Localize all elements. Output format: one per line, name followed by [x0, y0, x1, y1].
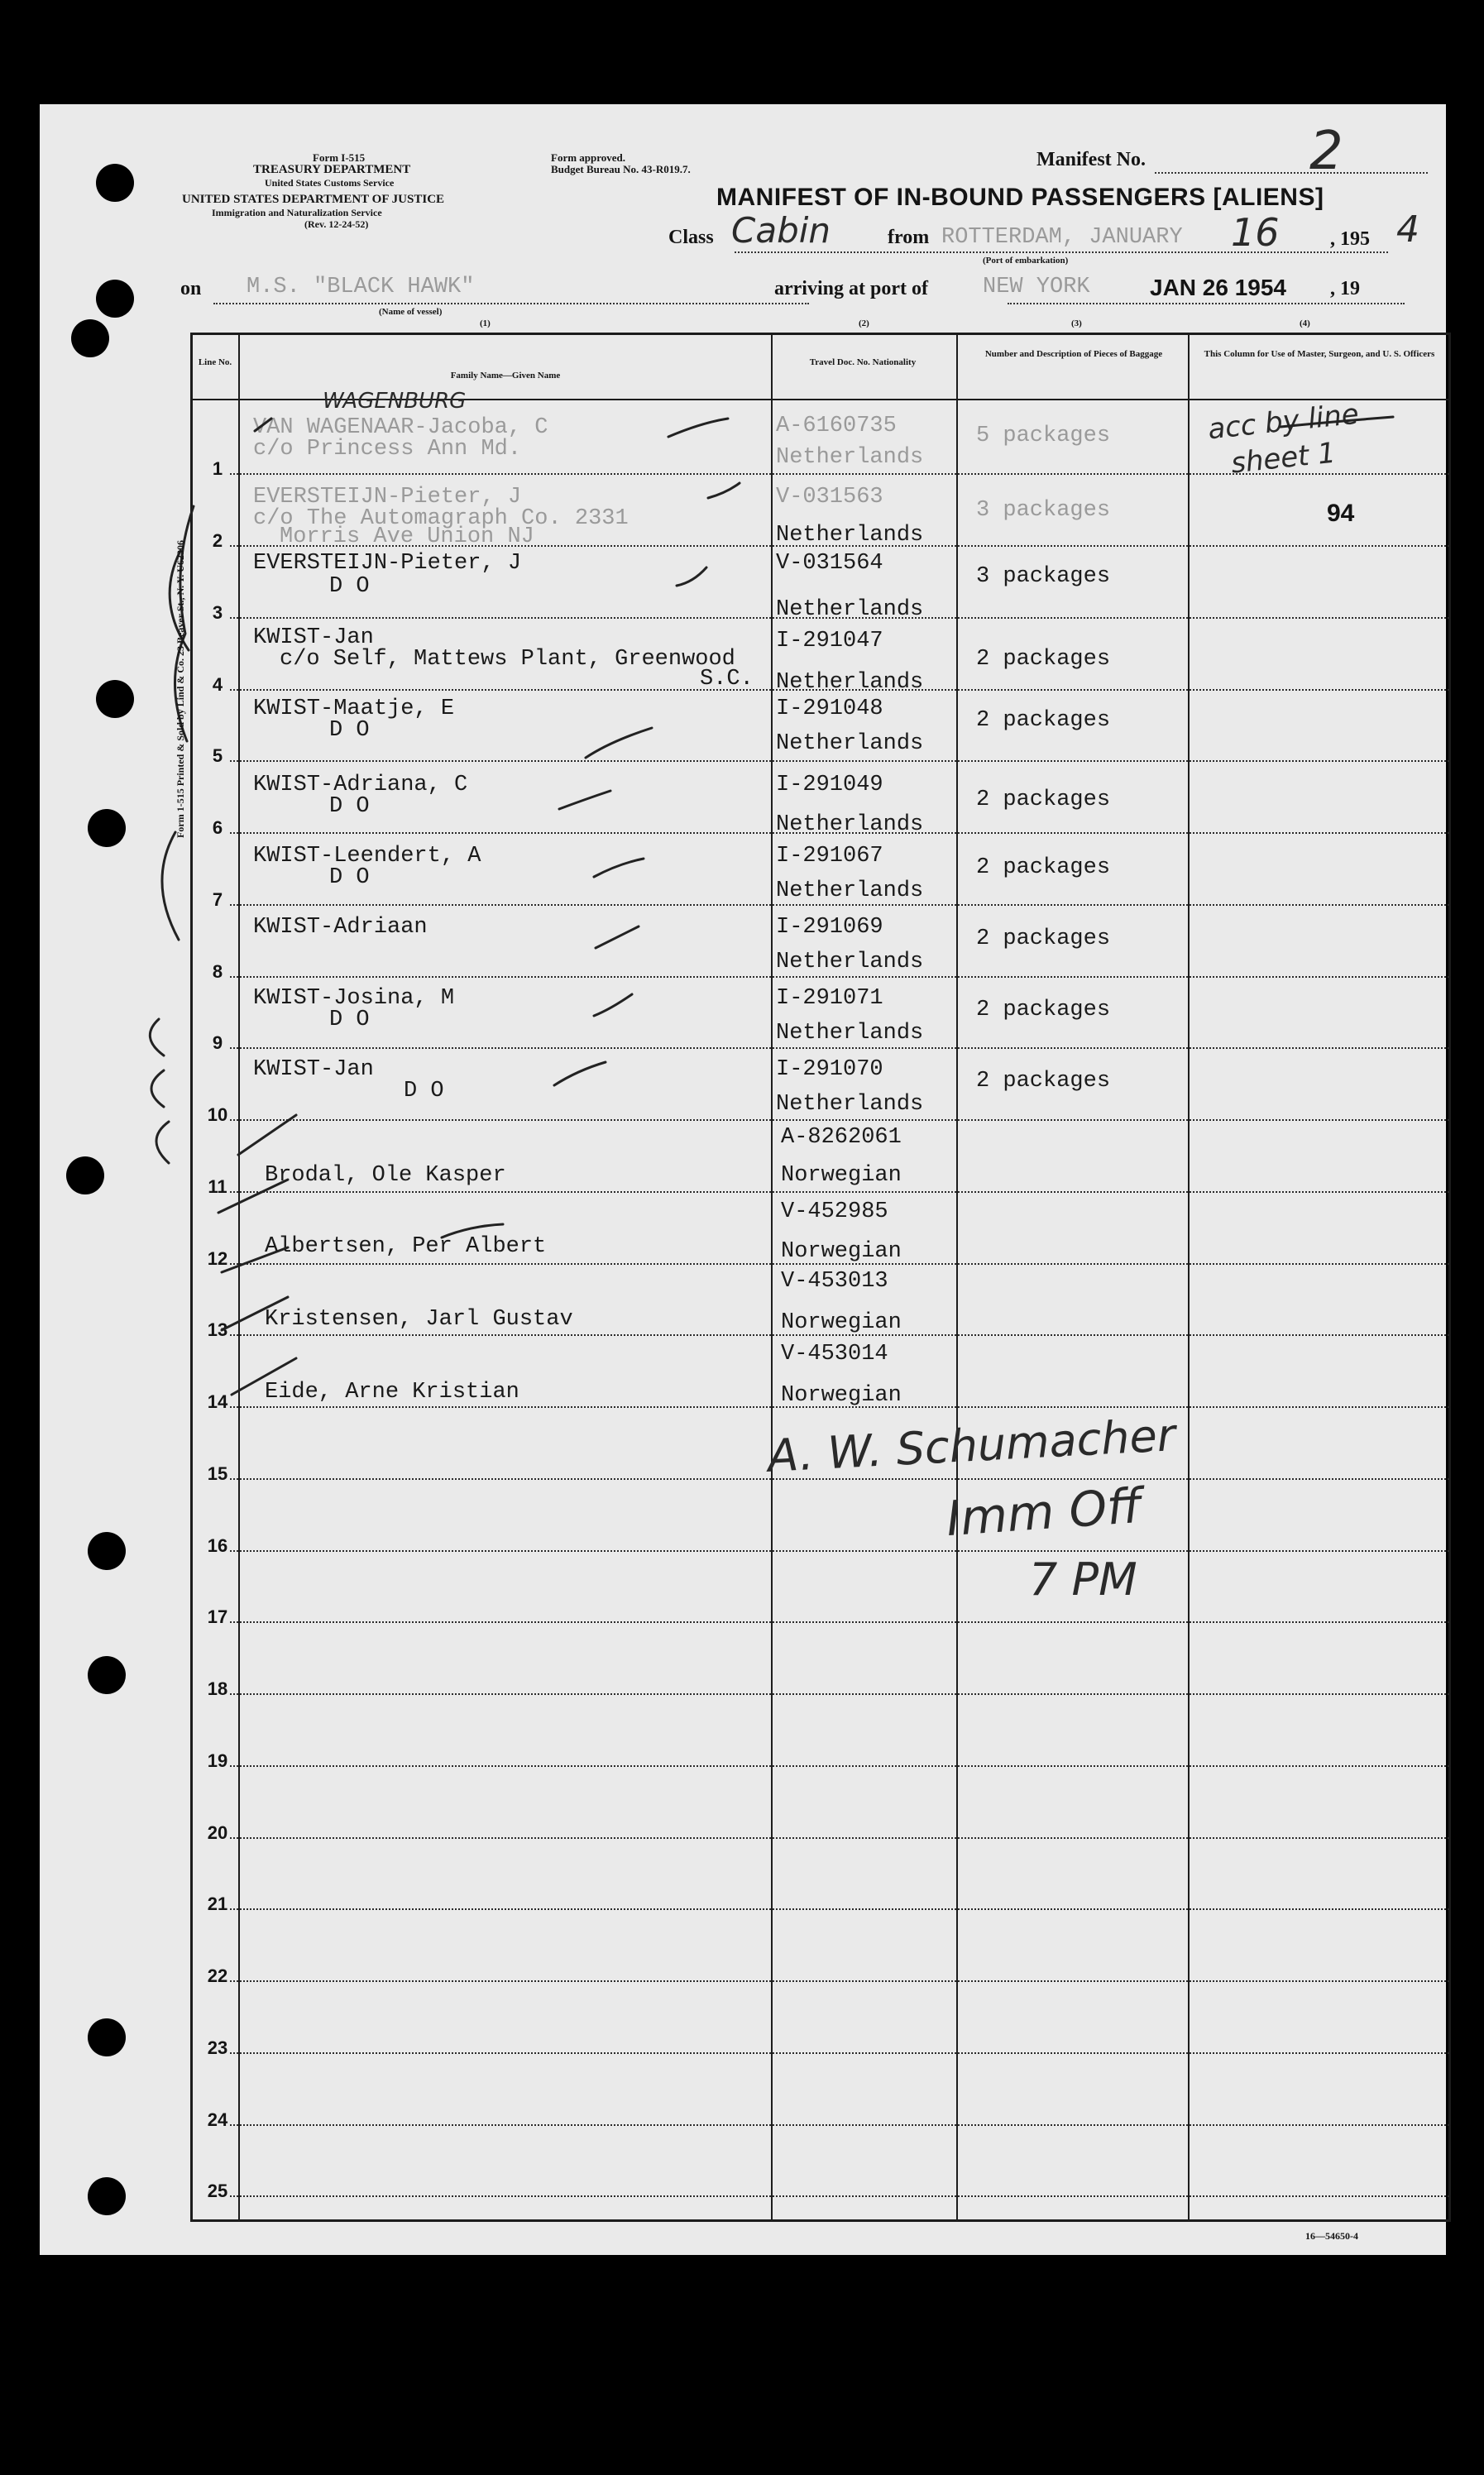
passenger-name: Brodal, Ole Kasper	[265, 1163, 506, 1188]
manifest-number: 2	[1309, 121, 1343, 182]
passenger-name: KWIST-Josina, M	[253, 986, 455, 1011]
nationality: Netherlands	[776, 731, 924, 756]
passenger-address: S.C.	[700, 667, 754, 692]
line-number: 9	[212, 1032, 223, 1053]
punch-hole	[88, 1532, 126, 1570]
budget-bureau: Budget Bureau No. 43-R019.7.	[551, 163, 691, 175]
baggage: 3 packages	[976, 564, 1111, 589]
passenger-name: KWIST-Adriaan	[253, 915, 428, 940]
line-number: 12	[207, 1248, 228, 1269]
line-number: 4	[212, 674, 223, 695]
passenger-address: c/o Self, Mattews Plant, Greenwood	[280, 647, 735, 672]
baggage: 2 packages	[976, 926, 1111, 951]
signature-time: 7 PM	[1029, 1553, 1137, 1606]
line-number: 24	[207, 2109, 228, 2130]
line-number: 1	[212, 458, 223, 479]
department-of-justice: UNITED STATES DEPARTMENT OF JUSTICE	[182, 193, 445, 206]
nationality: Norwegian	[781, 1310, 902, 1335]
passenger-name: KWIST-Maatje, E	[253, 697, 455, 721]
line-number: 16	[207, 1535, 228, 1556]
class-label: Class	[668, 227, 714, 248]
travel-doc: I-291048	[776, 697, 883, 721]
passenger-address: D O	[329, 794, 370, 819]
arriving-label: arriving at port of	[774, 278, 928, 299]
punch-hole	[88, 809, 126, 847]
year-label: , 195	[1330, 228, 1370, 250]
date-stamp: JAN 26 1954	[1150, 275, 1287, 300]
line-number: 14	[207, 1391, 228, 1412]
passenger-address: D O	[329, 865, 370, 890]
passenger-name: KWIST-Jan	[253, 1057, 374, 1082]
passenger-address: c/o Princess Ann Md.	[253, 437, 522, 462]
port-of-embarkation: ROTTERDAM, JANUARY	[941, 225, 1183, 250]
vessel-name: M.S. "BLACK HAWK"	[247, 275, 475, 299]
embark-note: (Port of embarkation)	[983, 256, 1069, 266]
ins-line: Immigration and Naturalization Service	[212, 207, 382, 218]
vessel-note: (Name of vessel)	[379, 307, 443, 317]
col-header-officers: This Column for Use of Master, Surgeon, and U. S. Officers	[1204, 349, 1435, 359]
punch-hole	[96, 280, 134, 318]
name-correction: WAGENBURG	[323, 389, 467, 414]
customs-service: United States Customs Service	[265, 177, 395, 189]
officer-signature: A. W. Schumacher	[766, 1409, 1177, 1482]
passenger-name: KWIST-Adriana, C	[253, 773, 468, 797]
punch-hole	[88, 2018, 126, 2056]
nationality: Netherlands	[776, 1021, 924, 1046]
travel-doc: V-452985	[781, 1199, 888, 1224]
col-num-3: (3)	[1071, 318, 1082, 328]
treasury-department: TREASURY DEPARTMENT	[253, 163, 411, 176]
travel-doc: V-031563	[776, 485, 883, 510]
form-approved: Form approved.	[551, 151, 626, 164]
embark-day: 16	[1231, 210, 1280, 255]
punch-hole	[96, 680, 134, 718]
nationality: Netherlands	[776, 812, 924, 837]
officer-note: acc by line	[1206, 397, 1361, 447]
nationality: Norwegian	[781, 1383, 902, 1408]
col-header-baggage: Number and Description of Pieces of Baggage	[984, 349, 1163, 359]
nationality: Netherlands	[776, 597, 924, 622]
line-number: 13	[207, 1319, 228, 1340]
passenger-address: D O	[329, 574, 370, 599]
col-num-1: (1)	[480, 318, 491, 328]
line-number: 25	[207, 2181, 228, 2201]
baggage: 2 packages	[976, 1069, 1111, 1094]
baggage: 2 packages	[976, 788, 1111, 812]
passenger-address: D O	[329, 718, 370, 743]
line-number: 10	[207, 1104, 228, 1125]
form-number: Form I-515	[313, 151, 366, 164]
passenger-count: 94	[1327, 500, 1355, 527]
line-number: 8	[212, 961, 223, 982]
nationality: Netherlands	[776, 445, 924, 470]
line-number: 22	[207, 1965, 228, 1986]
line-number: 21	[207, 1893, 228, 1914]
travel-doc: I-291047	[776, 629, 883, 653]
travel-doc: V-453013	[781, 1269, 888, 1294]
baggage: 3 packages	[976, 498, 1111, 523]
travel-doc: I-291071	[776, 986, 883, 1011]
baggage: 2 packages	[976, 647, 1111, 672]
nationality: Netherlands	[776, 523, 924, 548]
line-number: 7	[212, 889, 223, 910]
line-number: 2	[212, 530, 223, 551]
passenger-name: Kristensen, Jarl Gustav	[265, 1307, 573, 1332]
line-number: 6	[212, 817, 223, 838]
punch-hole	[71, 319, 109, 357]
col-header-name: Family Name—Given Name	[450, 371, 561, 381]
nationality: Norwegian	[781, 1239, 902, 1264]
baggage: 2 packages	[976, 708, 1111, 733]
line-number: 15	[207, 1463, 228, 1484]
baggage: 5 packages	[976, 424, 1111, 448]
col-num-2: (2)	[859, 318, 869, 328]
arrival-port: NEW YORK	[983, 275, 1090, 299]
line-number: 11	[208, 1176, 227, 1197]
punch-hole	[96, 164, 134, 202]
baggage: 2 packages	[976, 998, 1111, 1022]
baggage: 2 packages	[976, 855, 1111, 880]
passenger-name: EVERSTEIJN-Pieter, J	[253, 551, 522, 576]
line-number: 5	[212, 745, 223, 766]
punch-hole	[88, 1656, 126, 1694]
class-value: Cabin	[731, 210, 831, 251]
travel-doc: I-291069	[776, 915, 883, 940]
check-marks	[40, 104, 1446, 2255]
manifest-label: Manifest No.	[1036, 149, 1146, 170]
travel-doc: V-453014	[781, 1342, 888, 1367]
manifest-sheet	[40, 104, 1446, 2255]
form-code: 16—54650-4	[1305, 2230, 1358, 2242]
passenger-name: Albertsen, Per Albert	[265, 1234, 547, 1259]
passenger-name: EVERSTEIJN-Pieter, J	[253, 485, 522, 510]
travel-doc: I-291070	[776, 1057, 883, 1082]
signature-title: Imm Off	[944, 1477, 1144, 1548]
line-number: 17	[207, 1606, 228, 1627]
travel-doc: I-291067	[776, 844, 883, 869]
nationality: Netherlands	[776, 1092, 924, 1117]
officer-note: sheet 1	[1229, 436, 1338, 481]
nationality: Netherlands	[776, 950, 924, 974]
travel-doc: V-031564	[776, 551, 883, 576]
punch-hole	[88, 2177, 126, 2215]
side-print: Form 1-515 Printed & Sold by Lind & Co. 23 Beaver St., N. Y. U62306	[175, 540, 186, 838]
line-number: 19	[207, 1750, 228, 1771]
manifest-title: MANIFEST OF IN-BOUND PASSENGERS [ALIENS]	[716, 184, 1324, 211]
line-number: 3	[212, 602, 223, 623]
revision: (Rev. 12-24-52)	[304, 218, 369, 230]
year-hand: 4	[1396, 208, 1419, 251]
passenger-name: Eide, Arne Kristian	[265, 1380, 519, 1405]
passenger-name: KWIST-Leendert, A	[253, 844, 481, 869]
passenger-name: KWIST-Jan	[253, 625, 374, 650]
col-num-4: (4)	[1300, 318, 1310, 328]
passenger-address: D O	[404, 1079, 444, 1103]
from-label: from	[888, 227, 930, 248]
col-header-line: Line No.	[198, 357, 232, 367]
on-label: on	[180, 278, 202, 299]
punch-hole	[66, 1156, 104, 1194]
year2-label: , 19	[1330, 278, 1360, 299]
travel-doc: A-8262061	[781, 1125, 902, 1150]
nationality: Netherlands	[776, 878, 924, 903]
travel-doc: I-291049	[776, 773, 883, 797]
passenger-address: Morris Ave Union NJ	[280, 524, 534, 549]
passenger-address: D O	[329, 1008, 370, 1032]
nationality: Norwegian	[781, 1163, 902, 1188]
passenger-address: c/o The Automagraph Co. 2331	[253, 506, 629, 531]
nationality: Netherlands	[776, 670, 924, 695]
travel-doc: A-6160735	[776, 414, 897, 438]
passenger-name: VAN WAGENAAR-Jacoba, C	[253, 415, 548, 440]
line-number: 18	[207, 1678, 228, 1699]
col-header-travel: Travel Doc. No. Nationality	[809, 357, 917, 367]
line-number: 20	[207, 1822, 228, 1843]
line-number: 23	[207, 2037, 228, 2058]
